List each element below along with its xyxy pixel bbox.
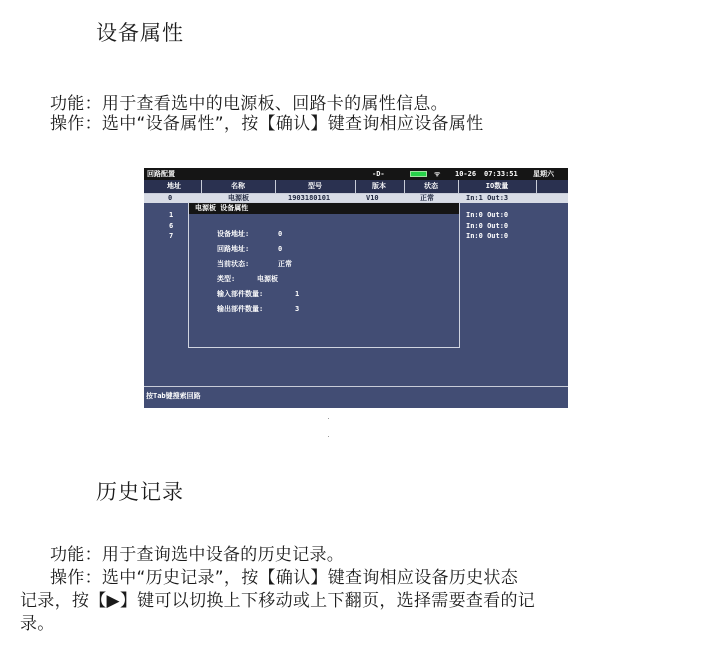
field-value-input-count: 1 [295,290,300,298]
section-title-history: 历史记录 [96,480,184,504]
wifi-icon: ᯤ [434,170,441,178]
battery-icon [410,171,427,177]
operation-description: 操作：选中“设备属性”，按【确认】键查询相应设备属性 [50,114,484,134]
operation-description-line3: 录。 [20,614,55,634]
field-label-type: 类型: [217,275,236,283]
col-header-status: 状态 [424,182,438,190]
cell-io: In:0 Out:0 [466,222,509,230]
cell-status: 正常 [420,194,434,202]
cell-io: In:1 Out:3 [466,194,509,202]
cell-name: 电源板 [228,194,249,202]
field-value-current-status: 正常 [278,260,292,268]
dialog-title-bar [189,203,459,214]
stray-dot [328,436,329,437]
footer-divider [144,386,568,387]
field-label-output-count: 输出部件数量: [217,305,264,313]
status-bar [144,168,568,180]
function-description: 功能：用于查询选中设备的历史记录。 [50,545,345,565]
cell-address: 6 [169,222,174,230]
cell-model: 1903180101 [288,194,331,202]
field-label-loop-address: 回路地址: [217,245,250,253]
cell-version: V10 [366,194,379,202]
field-value-type: 电源板 [257,275,278,283]
col-header-name: 名称 [231,182,245,190]
table-header [144,180,568,194]
section-title-device-properties: 设备属性 [96,21,184,45]
cell-address: 0 [168,194,173,202]
col-header-io: IO数量 [485,182,509,190]
col-header-version: 版本 [372,182,386,190]
field-value-loop-address: 0 [278,245,283,253]
screen-title: 回路配置 [147,170,175,178]
cell-address: 7 [169,232,174,240]
cell-io: In:0 Out:0 [466,232,509,240]
operation-description-line1: 操作：选中“历史记录”，按【确认】键查询相应设备历史状态 [50,568,519,588]
properties-dialog [188,202,460,348]
stray-dot [328,418,329,419]
col-header-address: 地址 [167,182,181,190]
field-value-device-address: 0 [278,230,283,238]
weekday-readout: 星期六 [533,170,554,178]
field-label-input-count: 输入部件数量: [217,290,264,298]
footer-hint: 按Tab键搜索回路 [146,392,201,400]
date-readout: 10-26 [455,170,477,178]
usb-icon: -D- [372,170,385,178]
time-readout: 07:33:51 [484,170,518,178]
device-screenshot [144,168,568,408]
operation-description-line2: 记录，按【▶】键可以切换上下移动或上下翻页，选择需要查看的记 [20,591,536,611]
col-header-model: 型号 [308,182,322,190]
dialog-title: 电源板 设备属性 [195,204,249,212]
field-label-device-address: 设备地址: [217,230,250,238]
field-value-output-count: 3 [295,305,300,313]
field-label-current-status: 当前状态: [217,260,250,268]
cell-address: 1 [169,211,174,219]
function-description: 功能：用于查看选中的电源板、回路卡的属性信息。 [50,94,448,114]
cell-io: In:0 Out:0 [466,211,509,219]
